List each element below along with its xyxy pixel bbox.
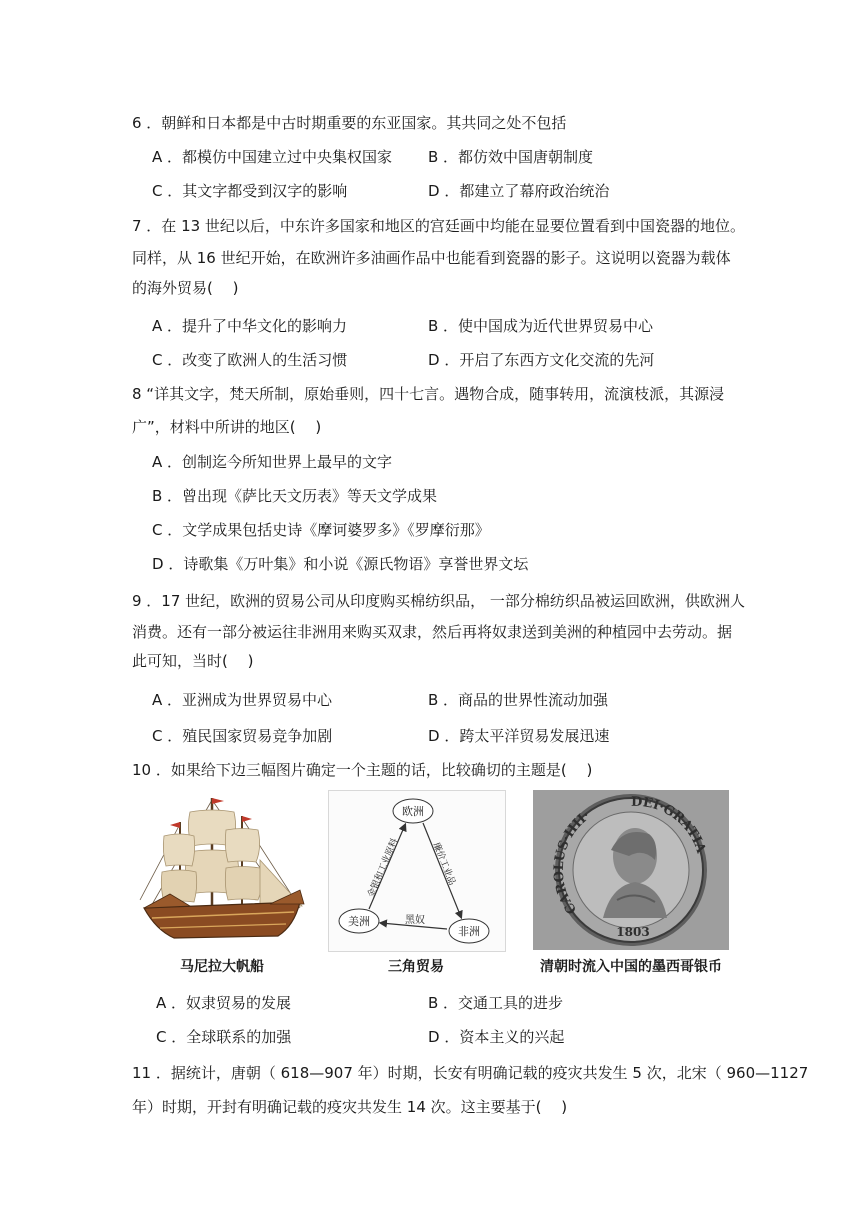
q7-option-b[interactable]: B ．使中国成为近代世界贸易中心 — [428, 317, 654, 335]
node-europe: 欧洲 — [402, 805, 424, 818]
q9-option-b[interactable]: B ．商品的世界性流动加强 — [428, 691, 609, 709]
q6-option-a[interactable]: A ．都模仿中国建立过中央集权国家 — [152, 148, 393, 166]
q9-stem-line2: 消费。还有一部分被运往非洲用来购买双隶，然后再将奴隶送到美洲的种植园中去劳动。据 — [132, 623, 733, 641]
coin-legend-left: CAROLUS·IIII· — [551, 808, 593, 917]
q7-stem-line2: 同样，从 16 世纪开始，在欧洲许多油画作品中也能看到瓷器的影子。这说明以瓷器为载体 — [132, 249, 731, 267]
silver-coin-caption: 清朝时流入中国的墨西哥银币 — [540, 959, 722, 975]
q8-option-c[interactable]: C ．文学成果包括史诗《摩诃婆罗多》《罗摩衍那》 — [152, 521, 490, 539]
q6-option-d[interactable]: D ．都建立了幕府政治统治 — [428, 182, 610, 200]
q8-option-d[interactable]: D ．诗歌集《万叶集》和小说《源氏物语》享誉世界文坛 — [152, 555, 529, 573]
q9-option-d[interactable]: D ．跨太平洋贸易发展迅速 — [428, 727, 610, 745]
q7-option-c[interactable]: C ．改变了欧洲人的生活习惯 — [152, 351, 348, 369]
q7-stem-line3: 的海外贸易( ) — [132, 279, 239, 297]
q10-option-b[interactable]: B ．交通工具的进步 — [428, 994, 564, 1012]
q11-stem-line1: 11 ．据统计，唐朝（ 618—907 年）时期，长安有明确记载的疫灾共发生 5 次，北宋（ 960—1127 — [132, 1064, 809, 1082]
q8-stem-line2: 广”，材料中所讲的地区( ) — [132, 418, 322, 436]
silver-coin-image — [533, 790, 729, 950]
q10-option-a[interactable]: A ．奴隶贸易的发展 — [156, 994, 292, 1012]
q10-option-d[interactable]: D ．资本主义的兴起 — [428, 1028, 565, 1046]
svg-text:CAROLUS·IIII· — [552, 808, 593, 916]
galleon-image — [130, 790, 314, 950]
triangle-trade-diagram — [328, 790, 506, 952]
coin-year: 1803 — [616, 925, 650, 939]
q8-option-a[interactable]: A ．创制迄今所知世界上最早的文字 — [152, 453, 393, 471]
coin-legend-right: DEI·GRATIA — [630, 794, 709, 856]
q6-option-c[interactable]: C ．其文字都受到汉字的影响 — [152, 182, 348, 200]
arrow-label-gold-raw-materials: 金银和工业原料 — [366, 837, 401, 900]
arrow-label-cheap-goods: 廉价工业品 — [430, 841, 457, 887]
q10-stem: 10 ．如果给下边三幅图片确定一个主题的话，比较确切的主题是( ) — [132, 761, 593, 779]
q9-stem-line1: 9 ．17 世纪，欧洲的贸易公司从印度购买棉纺织品， 一部分棉纺织品被运回欧洲，供欧洲人 — [132, 592, 745, 610]
triangle-trade-caption: 三角贸易 — [388, 959, 444, 975]
svg-text:DEI·GRATIA — [631, 795, 709, 856]
node-america: 美洲 — [348, 915, 370, 928]
q6-stem: 6 ．朝鲜和日本都是中古时期重要的东亚国家。其共同之处不包括 — [132, 114, 567, 132]
galleon-caption: 马尼拉大帆船 — [180, 959, 264, 975]
q9-option-c[interactable]: C ．殖民国家贸易竞争加剧 — [152, 727, 333, 745]
arrow-label-slaves: 黑奴 — [405, 915, 425, 926]
q9-stem-line3: 此可知，当时( ) — [132, 652, 254, 670]
q7-stem-line1: 7 ．在 13 世纪以后，中东许多国家和地区的宫廷画中均能在显要位置看到中国瓷器的地位。 — [132, 217, 745, 235]
q7-option-a[interactable]: A ．提升了中华文化的影响力 — [152, 317, 348, 335]
q8-option-b[interactable]: B ．曾出现《萨比天文历表》等天文学成果 — [152, 487, 438, 505]
q10-option-c[interactable]: C ．全球联系的加强 — [156, 1028, 292, 1046]
q8-stem-line1: 8 “详其文字，梵天所制，原始垂则，四十七言。遇物合成，随事转用，流演枝派，其源浸 — [132, 385, 725, 403]
q6-option-b[interactable]: B ．都仿效中国唐朝制度 — [428, 148, 594, 166]
node-africa: 非洲 — [458, 925, 480, 938]
q9-option-a[interactable]: A ．亚洲成为世界贸易中心 — [152, 691, 333, 709]
q7-option-d[interactable]: D ．开启了东西方文化交流的先河 — [428, 351, 655, 369]
q11-stem-line2: 年）时期，开封有明确记载的疫灾共发生 14 次。这主要基于( ) — [132, 1098, 568, 1116]
